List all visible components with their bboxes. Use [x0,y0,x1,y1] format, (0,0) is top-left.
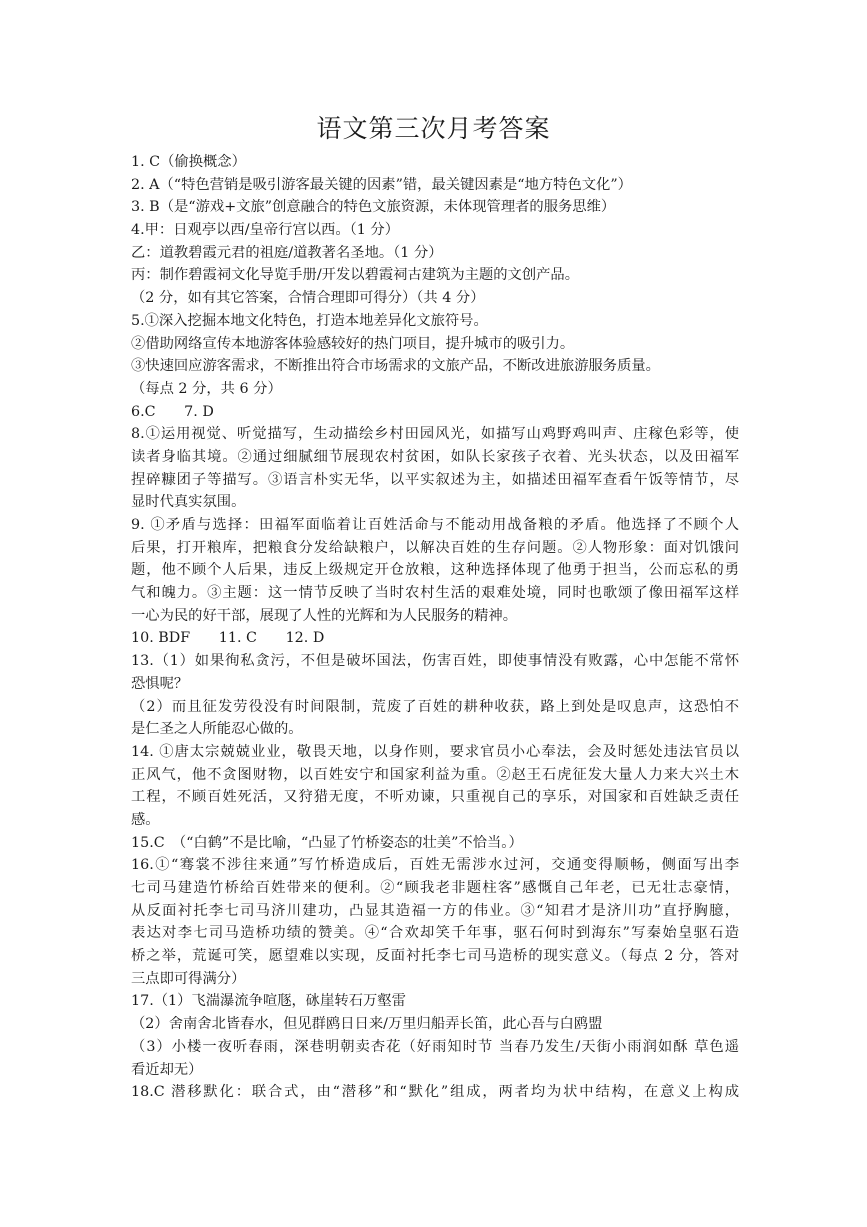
answer-line: 看近却无） [131,1061,203,1078]
answer-key-body [131,151,739,1104]
answer-line: 显时代真实氛围。 [131,494,246,511]
answer-line: 6.C 7. D [131,403,214,420]
answer-line: 七司马建造竹桥给百姓带来的便利。②“顾我老非题柱客”感慨自己年老，已无壮志豪情， [131,880,739,896]
answer-line: 桥之举，荒诞可笑，愿望难以实现，反面衬托李七司马造桥的现实意义。（每点 2 分，答对 [131,948,739,965]
answer-line: （每点 2 分，共 6 分） [131,380,282,397]
answer-line: 4.甲：日观亭以西/皇帝行宫以西。（1 分） [131,222,399,239]
answer-line: 1. C（偷换概念） [131,154,246,170]
answer-line: （2）舍南舍北皆春水，但见群鸥日日来/万里归船弄长笛，此心吾与白鸥盟 [131,1016,603,1033]
answer-line: 8.①运用视觉、听觉描写，生动描绘乡村田园风光，如描写山鸡野鸡叫声、庄稼色彩等，使 [131,426,739,443]
answer-line: 工程，不顾百姓死活，又狩猎无度，不听劝谏，只重视自己的享乐，对国家和百姓缺乏责任 [131,789,739,806]
answer-line: 正风气，他不贪图财物，以百姓安宁和国家利益为重。②赵王石虎征发大量人力来大兴土木 [131,766,739,783]
answer-line: 9. ①矛盾与选择：田福军面临着让百姓活命与不能动用战备粮的矛盾。他选择了不顾个人 [131,517,739,533]
answer-line: 捏碎糠团子等描写。③语言朴实无华，以平实叙述为主，如描述田福军查看午饭等情节，尽 [131,471,739,488]
answer-line: 2. A（“特色营销是吸引游客最关键的因素”错，最关键因素是“地方特色文化”） [131,176,632,193]
answer-line: 后果，打开粮库，把粮食分发给缺粮户，以解决百姓的生存问题。②人物形象：面对饥饿问 [131,539,739,556]
answer-line: 15.C （“白鹤”不是比喻，“凸显了竹桥姿态的壮美”不恰当。） [131,834,523,851]
answer-line: 16.①“骞裳不涉往来通”写竹桥造成后，百姓无需涉水过河，交通变得顺畅，侧面写出李 [131,857,739,874]
answer-line: 乙：道教碧霞元君的祖庭/道教著名圣地。（1 分） [131,244,443,261]
answer-line: 题，他不顾个人后果，违反上级规定开仓放粮，这种选择体现了他勇于担当，公而忘私的勇 [131,562,739,579]
answer-line: （2）而且征发劳役没有时间限制，荒废了百姓的耕种收获，路上到处是叹息声，这恐怕不 [131,698,739,715]
answer-line: 丙：制作碧霞祠文化导览手册/开发以碧霞祠古建筑为主题的文创产品。 [131,267,580,284]
answer-line: 一心为民的好干部，展现了人性的光辉和为人民服务的精神。 [131,607,518,624]
answer-line: （3）小楼一夜听春雨，深巷明朝卖杏花（好雨知时节 当春乃发生/天街小雨润如酥 草色遥 [131,1038,739,1055]
page-title: 语文第三次月考答案 [316,114,551,143]
answer-line: 恐惧呢？ [131,675,189,692]
answer-line: 3. B（是“游戏+文旅”创意融合的特色文旅资源，未体现管理者的服务思维） [131,199,616,216]
answer-line: 是仁圣之人所能忍心做的。 [131,721,303,738]
answer-line: 感。 [131,811,160,828]
answer-line: 气和魄力。③主题：这一情节反映了当时农村生活的艰难处境，同时也歌颂了像田福军这样 [131,585,739,602]
answer-line: ②借助网络宣传本地游客体验感较好的热门项目，提升城市的吸引力。 [131,335,575,352]
answer-line: 读者身临其境。②通过细腻细节展现农村贫困，如队长家孩子衣着、光头状态，以及田福军 [131,448,739,465]
answer-line: 5.①深入挖掘本地文化特色，打造本地差异化文旅符号。 [131,312,488,329]
answer-line: 从反面衬托李七司马济川建功，凸显其造福一方的伟业。③“知君才是济川功”直抒胸臆， [131,902,739,919]
answer-line: 14. ①唐太宗兢兢业业，敬畏天地，以身作则，要求官员小心奉法，会及时惩处违法官员以 [131,743,739,760]
answer-line: 17.（1）飞湍瀑流争喧豗，砯崖转石万壑雷 [131,993,406,1010]
answer-line: ③快速回应游客需求，不断推出符合市场需求的文旅产品，不断改进旅游服务质量。 [131,358,660,375]
answer-line: 三点即可得满分） [131,970,246,987]
answer-line: （2 分，如有其它答案，合情合理即可得分）（共 4 分） [131,290,485,307]
answer-line: 18.C 潜移默化：联合式，由“潜移”和“默化”组成，两者均为状中结构，在意义上构成 [131,1084,739,1101]
answer-line: 表达对李七司马造桥功绩的赞美。④“合欢却笑千年事，驱石何时到海东”写秦始皇驱石造 [131,925,739,942]
answer-line: 10. BDF 11. C 12. D [131,630,325,647]
answer-line: 13.（1）如果徇私贪污，不但是破坏国法，伤害百姓，即使事情没有败露，心中怎能不常怀 [131,653,739,670]
